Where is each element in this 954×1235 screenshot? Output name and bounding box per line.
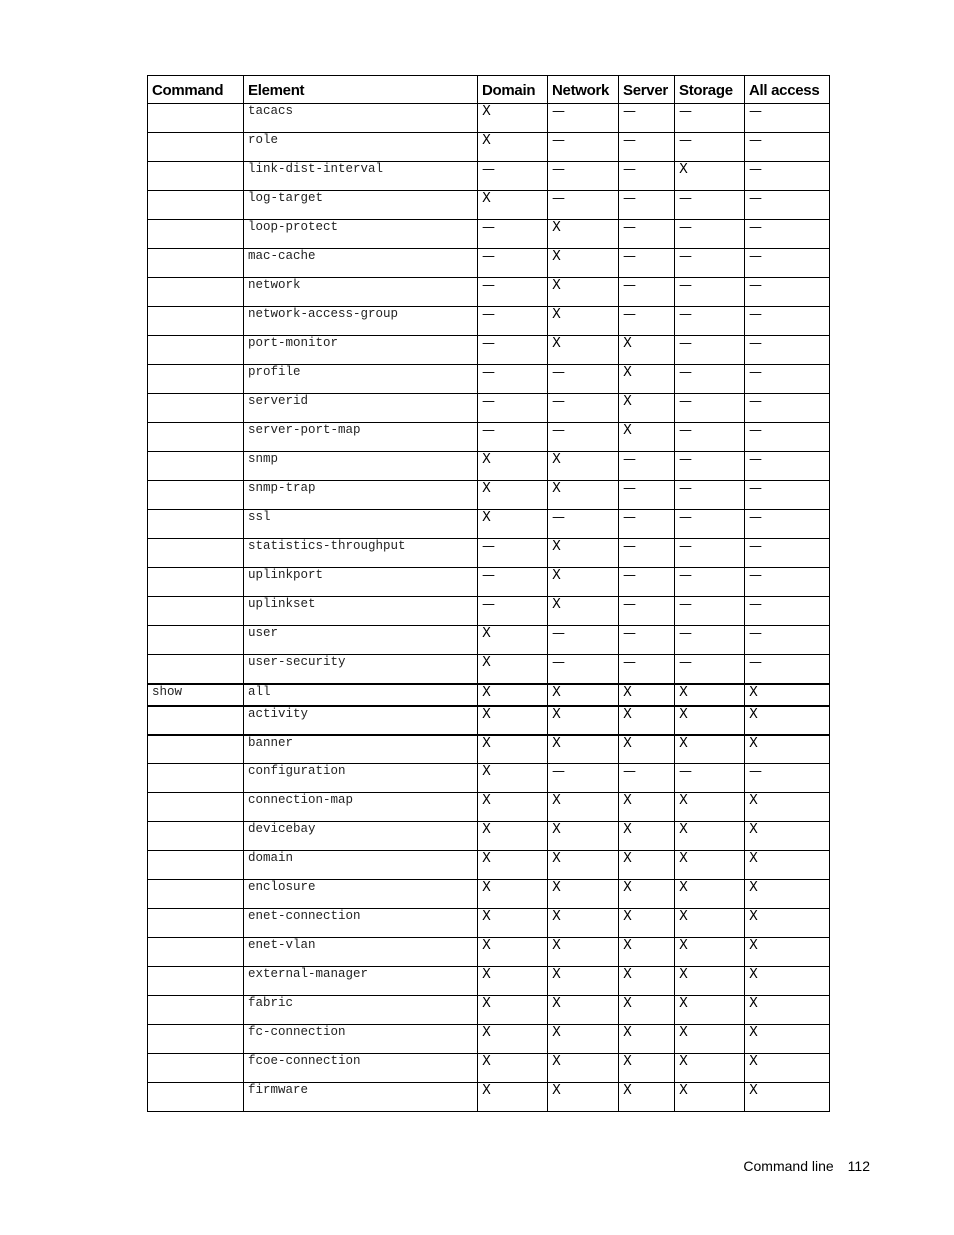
storage-access-cell: — — [675, 597, 745, 626]
domain-access-cell: X — [478, 764, 548, 793]
command-cell — [148, 220, 244, 249]
server-access-cell: X — [619, 394, 675, 423]
server-access-cell: — — [619, 481, 675, 510]
all-access-access-cell: X — [745, 1025, 830, 1054]
domain-access-cell: X — [478, 1083, 548, 1112]
command-cell — [148, 597, 244, 626]
storage-access-cell: X — [675, 851, 745, 880]
all-access-access-cell: X — [745, 909, 830, 938]
network-access-cell: — — [548, 423, 619, 452]
command-cell — [148, 793, 244, 822]
element-cell: snmp-trap — [244, 481, 478, 510]
storage-access-cell: X — [675, 996, 745, 1025]
storage-access-cell: — — [675, 626, 745, 655]
command-cell — [148, 996, 244, 1025]
storage-access-cell: — — [675, 191, 745, 220]
domain-access-cell: — — [478, 568, 548, 597]
storage-access-cell: — — [675, 278, 745, 307]
server-access-cell: X — [619, 851, 675, 880]
command-cell — [148, 626, 244, 655]
domain-access-cell: — — [478, 365, 548, 394]
network-access-cell: X — [548, 481, 619, 510]
server-access-cell: X — [619, 423, 675, 452]
element-cell: mac-cache — [244, 249, 478, 278]
table-row — [148, 423, 830, 452]
table-row — [148, 735, 830, 764]
element-cell: log-target — [244, 191, 478, 220]
server-access-cell: — — [619, 539, 675, 568]
server-access-cell: X — [619, 996, 675, 1025]
element-cell: all — [244, 684, 478, 706]
all-access-access-cell: X — [745, 938, 830, 967]
network-access-cell: — — [548, 104, 619, 133]
domain-access-cell: X — [478, 104, 548, 133]
table-row — [148, 764, 830, 793]
storage-access-cell: — — [675, 365, 745, 394]
storage-access-cell: — — [675, 394, 745, 423]
all-access-access-cell: — — [745, 191, 830, 220]
command-cell — [148, 735, 244, 764]
all-access-access-cell: X — [745, 706, 830, 735]
command-cell — [148, 880, 244, 909]
element-cell: loop-protect — [244, 220, 478, 249]
network-access-cell: — — [548, 133, 619, 162]
table-row — [148, 822, 830, 851]
storage-access-cell: X — [675, 1083, 745, 1112]
storage-access-cell: — — [675, 452, 745, 481]
storage-access-cell: — — [675, 764, 745, 793]
network-access-cell: X — [548, 822, 619, 851]
server-access-cell: X — [619, 909, 675, 938]
element-cell: serverid — [244, 394, 478, 423]
storage-access-cell: — — [675, 220, 745, 249]
server-access-cell: — — [619, 626, 675, 655]
table-row — [148, 104, 830, 133]
storage-access-cell: — — [675, 423, 745, 452]
element-cell: firmware — [244, 1083, 478, 1112]
table-row — [148, 510, 830, 539]
domain-access-cell: X — [478, 851, 548, 880]
element-cell: enet-connection — [244, 909, 478, 938]
command-cell — [148, 1083, 244, 1112]
element-cell: enclosure — [244, 880, 478, 909]
element-cell: configuration — [244, 764, 478, 793]
server-access-cell: X — [619, 822, 675, 851]
table-row — [148, 626, 830, 655]
network-access-cell: X — [548, 684, 619, 706]
element-cell: port-monitor — [244, 336, 478, 365]
server-access-cell: — — [619, 764, 675, 793]
command-cell — [148, 510, 244, 539]
network-access-cell: X — [548, 793, 619, 822]
page-number: 112 — [847, 1158, 870, 1174]
header-command: Command — [148, 76, 244, 104]
server-access-cell: X — [619, 1025, 675, 1054]
table-row — [148, 1054, 830, 1083]
element-cell: domain — [244, 851, 478, 880]
network-access-cell: — — [548, 162, 619, 191]
all-access-access-cell: X — [745, 1054, 830, 1083]
table-row — [148, 996, 830, 1025]
network-access-cell: X — [548, 307, 619, 336]
server-access-cell: X — [619, 684, 675, 706]
all-access-access-cell: — — [745, 394, 830, 423]
domain-access-cell: — — [478, 307, 548, 336]
storage-access-cell: — — [675, 133, 745, 162]
server-access-cell: — — [619, 249, 675, 278]
table-row — [148, 597, 830, 626]
storage-access-cell: — — [675, 510, 745, 539]
command-cell — [148, 162, 244, 191]
table-row — [148, 452, 830, 481]
network-access-cell: — — [548, 510, 619, 539]
command-cell — [148, 336, 244, 365]
command-cell — [148, 764, 244, 793]
all-access-access-cell: — — [745, 336, 830, 365]
command-cell — [148, 104, 244, 133]
network-access-cell: X — [548, 249, 619, 278]
command-cell — [148, 909, 244, 938]
network-access-cell: X — [548, 1083, 619, 1112]
storage-access-cell: X — [675, 909, 745, 938]
domain-access-cell: X — [478, 793, 548, 822]
domain-access-cell: — — [478, 220, 548, 249]
storage-access-cell: X — [675, 967, 745, 996]
command-permissions-table — [147, 75, 830, 1112]
element-cell: fabric — [244, 996, 478, 1025]
domain-access-cell: X — [478, 626, 548, 655]
network-access-cell: X — [548, 597, 619, 626]
server-access-cell: — — [619, 655, 675, 684]
command-cell — [148, 423, 244, 452]
table-row — [148, 336, 830, 365]
command-cell — [148, 278, 244, 307]
domain-access-cell: — — [478, 423, 548, 452]
domain-access-cell: X — [478, 880, 548, 909]
table-row — [148, 539, 830, 568]
header-all-access: All access — [745, 76, 830, 104]
command-cell — [148, 452, 244, 481]
network-access-cell: — — [548, 394, 619, 423]
server-access-cell: X — [619, 880, 675, 909]
element-cell: server-port-map — [244, 423, 478, 452]
all-access-access-cell: — — [745, 220, 830, 249]
header-element: Element — [244, 76, 478, 104]
storage-access-cell: — — [675, 307, 745, 336]
server-access-cell: X — [619, 735, 675, 764]
network-access-cell: X — [548, 880, 619, 909]
server-access-cell: — — [619, 162, 675, 191]
storage-access-cell: — — [675, 104, 745, 133]
command-cell — [148, 307, 244, 336]
command-cell — [148, 1025, 244, 1054]
table-row — [148, 851, 830, 880]
domain-access-cell: X — [478, 706, 548, 735]
header-server: Server — [619, 76, 675, 104]
storage-access-cell: — — [675, 336, 745, 365]
table-row — [148, 684, 830, 706]
server-access-cell: — — [619, 191, 675, 220]
domain-access-cell: X — [478, 735, 548, 764]
server-access-cell: — — [619, 597, 675, 626]
network-access-cell: X — [548, 1054, 619, 1083]
network-access-cell: X — [548, 278, 619, 307]
server-access-cell: X — [619, 1054, 675, 1083]
command-cell — [148, 394, 244, 423]
server-access-cell: — — [619, 220, 675, 249]
domain-access-cell: X — [478, 684, 548, 706]
footer-section-title: Command line — [743, 1158, 834, 1174]
domain-access-cell: X — [478, 655, 548, 684]
all-access-access-cell: X — [745, 735, 830, 764]
server-access-cell: — — [619, 278, 675, 307]
element-cell: snmp — [244, 452, 478, 481]
command-cell — [148, 481, 244, 510]
network-access-cell: X — [548, 735, 619, 764]
table-header-row — [148, 76, 830, 104]
domain-access-cell: — — [478, 394, 548, 423]
domain-access-cell: X — [478, 1025, 548, 1054]
header-domain: Domain — [478, 76, 548, 104]
page-footer — [743, 1158, 870, 1174]
header-network: Network — [548, 76, 619, 104]
table-row — [148, 220, 830, 249]
domain-access-cell: X — [478, 938, 548, 967]
element-cell: external-manager — [244, 967, 478, 996]
network-access-cell: X — [548, 1025, 619, 1054]
command-cell — [148, 568, 244, 597]
storage-access-cell: X — [675, 1025, 745, 1054]
element-cell: ssl — [244, 510, 478, 539]
table-row — [148, 249, 830, 278]
network-access-cell: — — [548, 655, 619, 684]
header-storage: Storage — [675, 76, 745, 104]
domain-access-cell: X — [478, 967, 548, 996]
all-access-access-cell: — — [745, 133, 830, 162]
all-access-access-cell: X — [745, 996, 830, 1025]
table-row — [148, 278, 830, 307]
table-row — [148, 162, 830, 191]
command-cell — [148, 851, 244, 880]
all-access-access-cell: X — [745, 684, 830, 706]
domain-access-cell: X — [478, 909, 548, 938]
all-access-access-cell: — — [745, 365, 830, 394]
domain-access-cell: X — [478, 133, 548, 162]
domain-access-cell: X — [478, 452, 548, 481]
network-access-cell: X — [548, 539, 619, 568]
storage-access-cell: X — [675, 1054, 745, 1083]
server-access-cell: — — [619, 307, 675, 336]
storage-access-cell: X — [675, 162, 745, 191]
all-access-access-cell: X — [745, 967, 830, 996]
all-access-access-cell: — — [745, 423, 830, 452]
command-cell — [148, 191, 244, 220]
all-access-access-cell: — — [745, 510, 830, 539]
element-cell: uplinkport — [244, 568, 478, 597]
server-access-cell: X — [619, 1083, 675, 1112]
server-access-cell: X — [619, 706, 675, 735]
all-access-access-cell: — — [745, 162, 830, 191]
domain-access-cell: X — [478, 1054, 548, 1083]
storage-access-cell: X — [675, 793, 745, 822]
table-row — [148, 365, 830, 394]
network-access-cell: X — [548, 967, 619, 996]
element-cell: role — [244, 133, 478, 162]
network-access-cell: — — [548, 626, 619, 655]
all-access-access-cell: — — [745, 307, 830, 336]
storage-access-cell: X — [675, 706, 745, 735]
element-cell: statistics-throughput — [244, 539, 478, 568]
element-cell: link-dist-interval — [244, 162, 478, 191]
command-cell: show — [148, 684, 244, 706]
command-cell — [148, 822, 244, 851]
element-cell: connection-map — [244, 793, 478, 822]
all-access-access-cell: X — [745, 880, 830, 909]
all-access-access-cell: X — [745, 851, 830, 880]
storage-access-cell: — — [675, 539, 745, 568]
all-access-access-cell: — — [745, 452, 830, 481]
table-row — [148, 1025, 830, 1054]
table-row — [148, 1083, 830, 1112]
server-access-cell: — — [619, 452, 675, 481]
network-access-cell: X — [548, 996, 619, 1025]
domain-access-cell: X — [478, 822, 548, 851]
storage-access-cell: — — [675, 249, 745, 278]
server-access-cell: X — [619, 793, 675, 822]
domain-access-cell: — — [478, 278, 548, 307]
server-access-cell: — — [619, 104, 675, 133]
server-access-cell: X — [619, 967, 675, 996]
server-access-cell: X — [619, 938, 675, 967]
network-access-cell: X — [548, 851, 619, 880]
element-cell: network — [244, 278, 478, 307]
network-access-cell: X — [548, 336, 619, 365]
element-cell: activity — [244, 706, 478, 735]
all-access-access-cell: — — [745, 764, 830, 793]
all-access-access-cell: — — [745, 626, 830, 655]
table-row — [148, 655, 830, 684]
server-access-cell: — — [619, 510, 675, 539]
domain-access-cell: — — [478, 336, 548, 365]
table-row — [148, 967, 830, 996]
all-access-access-cell: — — [745, 597, 830, 626]
command-cell — [148, 365, 244, 394]
storage-access-cell: X — [675, 938, 745, 967]
table-row — [148, 938, 830, 967]
table-row — [148, 481, 830, 510]
command-cell — [148, 1054, 244, 1083]
element-cell: banner — [244, 735, 478, 764]
domain-access-cell: X — [478, 191, 548, 220]
element-cell: profile — [244, 365, 478, 394]
table-row — [148, 793, 830, 822]
domain-access-cell: X — [478, 996, 548, 1025]
element-cell: fc-connection — [244, 1025, 478, 1054]
network-access-cell: X — [548, 909, 619, 938]
storage-access-cell: X — [675, 684, 745, 706]
command-cell — [148, 539, 244, 568]
domain-access-cell: — — [478, 539, 548, 568]
all-access-access-cell: — — [745, 568, 830, 597]
all-access-access-cell: X — [745, 822, 830, 851]
element-cell: fcoe-connection — [244, 1054, 478, 1083]
element-cell: devicebay — [244, 822, 478, 851]
network-access-cell: X — [548, 568, 619, 597]
all-access-access-cell: X — [745, 793, 830, 822]
command-cell — [148, 938, 244, 967]
storage-access-cell: — — [675, 481, 745, 510]
network-access-cell: X — [548, 452, 619, 481]
command-cell — [148, 655, 244, 684]
all-access-access-cell: — — [745, 104, 830, 133]
table-row — [148, 307, 830, 336]
element-cell: enet-vlan — [244, 938, 478, 967]
element-cell: tacacs — [244, 104, 478, 133]
table-row — [148, 191, 830, 220]
all-access-access-cell: — — [745, 278, 830, 307]
element-cell: uplinkset — [244, 597, 478, 626]
table-row — [148, 133, 830, 162]
domain-access-cell: — — [478, 162, 548, 191]
network-access-cell: X — [548, 938, 619, 967]
network-access-cell: — — [548, 764, 619, 793]
storage-access-cell: X — [675, 880, 745, 909]
all-access-access-cell: X — [745, 1083, 830, 1112]
element-cell: user-security — [244, 655, 478, 684]
server-access-cell: — — [619, 133, 675, 162]
all-access-access-cell: — — [745, 655, 830, 684]
domain-access-cell: — — [478, 249, 548, 278]
network-access-cell: X — [548, 220, 619, 249]
network-access-cell: — — [548, 365, 619, 394]
table-row — [148, 394, 830, 423]
network-access-cell: — — [548, 191, 619, 220]
server-access-cell: — — [619, 568, 675, 597]
table-row — [148, 568, 830, 597]
command-cell — [148, 133, 244, 162]
domain-access-cell: — — [478, 597, 548, 626]
domain-access-cell: X — [478, 510, 548, 539]
element-cell: user — [244, 626, 478, 655]
table-row — [148, 880, 830, 909]
network-access-cell: X — [548, 706, 619, 735]
storage-access-cell: — — [675, 655, 745, 684]
element-cell: network-access-group — [244, 307, 478, 336]
command-cell — [148, 967, 244, 996]
storage-access-cell: — — [675, 568, 745, 597]
command-cell — [148, 706, 244, 735]
command-cell — [148, 249, 244, 278]
domain-access-cell: X — [478, 481, 548, 510]
table-row — [148, 706, 830, 735]
server-access-cell: X — [619, 336, 675, 365]
server-access-cell: X — [619, 365, 675, 394]
all-access-access-cell: — — [745, 539, 830, 568]
all-access-access-cell: — — [745, 481, 830, 510]
all-access-access-cell: — — [745, 249, 830, 278]
table-body — [148, 104, 830, 1112]
storage-access-cell: X — [675, 822, 745, 851]
table-row — [148, 909, 830, 938]
storage-access-cell: X — [675, 735, 745, 764]
